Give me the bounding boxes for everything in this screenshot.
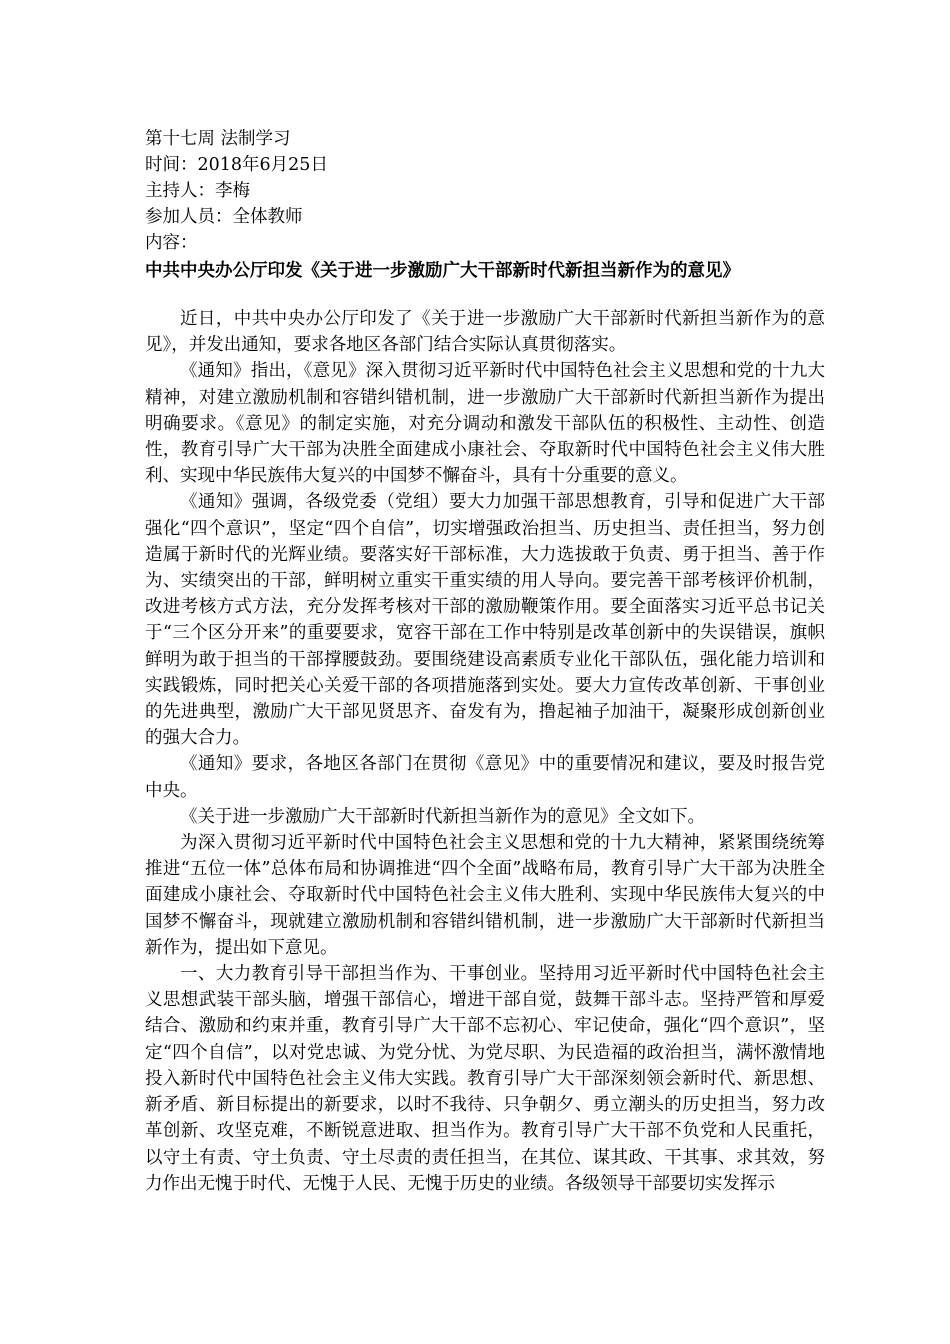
paragraph-notice-emphasis: 《通知》强调，各级党委（党组）要大力加强干部思想教育，引导和促进广大干部强化“四个意识”，坚定“四个自信”，切实增强政治担当、历史担当、责任担当，努力创造属于新时代的光辉业绩。要落实好干部标准，大力选拔敢于负责、勇于担当、善于作为、实绩突出的干部，鲜明树立重实干重实绩的用人导向。要完善干部考核评价机制，改进考核方式方法，充分发挥考核对干部的激励鞭策作用。要全面落实习近平总书记关于“三个区分开来”的重要要求，宽容干部在工作中特别是改革创新中的失误错误，旗帜鲜明为敢于担当的干部撑腰鼓劲。要围绕建设高素质专业化干部队伍，强化能力培训和实践锻炼，同时把关心关爱干部的各项措施落到实处。要大力宣传改革创新、干事创业的先进典型，激励广大干部见贤思齐、奋发有为，撸起袖子加油干，凝聚形成创新创业的强大合力。 bbox=[145, 492, 825, 749]
content-label: 内容： bbox=[145, 233, 198, 253]
paragraph-section-one: 一、大力教育引导干部担当作为、干事创业。坚持用习近平新时代中国特色社会主义思想武装干部头脑，增强干部信心，增进干部自觉，鼓舞干部斗志。坚持严管和厚爱结合、激励和约束并重，教育引导广大干部不忘初心、牢记使命，强化“四个意识”，坚定“四个自信”，以对党忠诚、为党分忧、为党尽职、为民造福的政治担当，满怀激情地投入新时代中国特色社会主义伟大实践。教育引导广大干部深刻领会新时代、新思想、新矛盾、新目标提出的新要求，以时不我待、只争朝夕、勇立潮头的历史担当，努力改革创新、攻坚克难，不断锐意进取、担当作为。教育引导广大干部不负党和人民重托，以守土有责、守土负责、守土尽责的责任担当，在其位、谋其政、干其事、求其效，努力作出无愧于时代、无愧于人民、无愧于历史的业绩。各级领导干部要切实发挥示 bbox=[145, 964, 825, 1194]
document-title: 中共中央办公厅印发《关于进一步激励广大干部新时代新担当新作为的意见》 bbox=[145, 261, 740, 281]
paragraph-fulltext-intro: 《关于进一步激励广大干部新时代新担当新作为的意见》全文如下。 bbox=[180, 806, 705, 827]
paragraph-notice-requirement: 《通知》要求，各地区各部门在贯彻《意见》中的重要情况和建议，要及时报告党中央。 bbox=[145, 754, 825, 801]
paragraph-intro: 近日，中共中央办公厅印发了《关于进一步激励广大干部新时代新担当新作为的意见》，并发出通知，要求各地区各部门结合实际认真贯彻落实。 bbox=[145, 309, 825, 356]
meeting-host: 主持人：李梅 bbox=[145, 181, 250, 201]
week-title: 第十七周 法制学习 bbox=[145, 129, 291, 149]
document-page bbox=[145, 126, 825, 1197]
meeting-participants: 参加人员：全体教师 bbox=[145, 207, 303, 227]
document-body bbox=[145, 306, 825, 1197]
meeting-time: 时间：2018年6月25日 bbox=[145, 155, 328, 175]
paragraph-notice-points: 《通知》指出，《意见》深入贯彻习近平新时代中国特色社会主义思想和党的十九大精神，对建立激励机制和容错纠错机制，进一步激励广大干部新时代新担当新作为提出明确要求。《意见》的制定实施，对充分调动和激发干部队伍的积极性、主动性、创造性，教育引导广大干部为决胜全面建成小康社会、夺取新时代中国特色社会主义伟大胜利、实现中华民族伟大复兴的中国梦不懈奋斗，具有十分重要的意义。 bbox=[145, 361, 825, 487]
paragraph-opinion-preamble: 为深入贯彻习近平新时代中国特色社会主义思想和党的十九大精神，紧紧围绕统筹推进“五位一体”总体布局和协调推进“四个全面”战略布局，教育引导广大干部为决胜全面建成小康社会、夺取新时代中国特色社会主义伟大胜利、实现中华民族伟大复兴的中国梦不懈奋斗，现就建立激励机制和容错纠错机制，进一步激励广大干部新时代新担当新作为，提出如下意见。 bbox=[145, 833, 825, 958]
